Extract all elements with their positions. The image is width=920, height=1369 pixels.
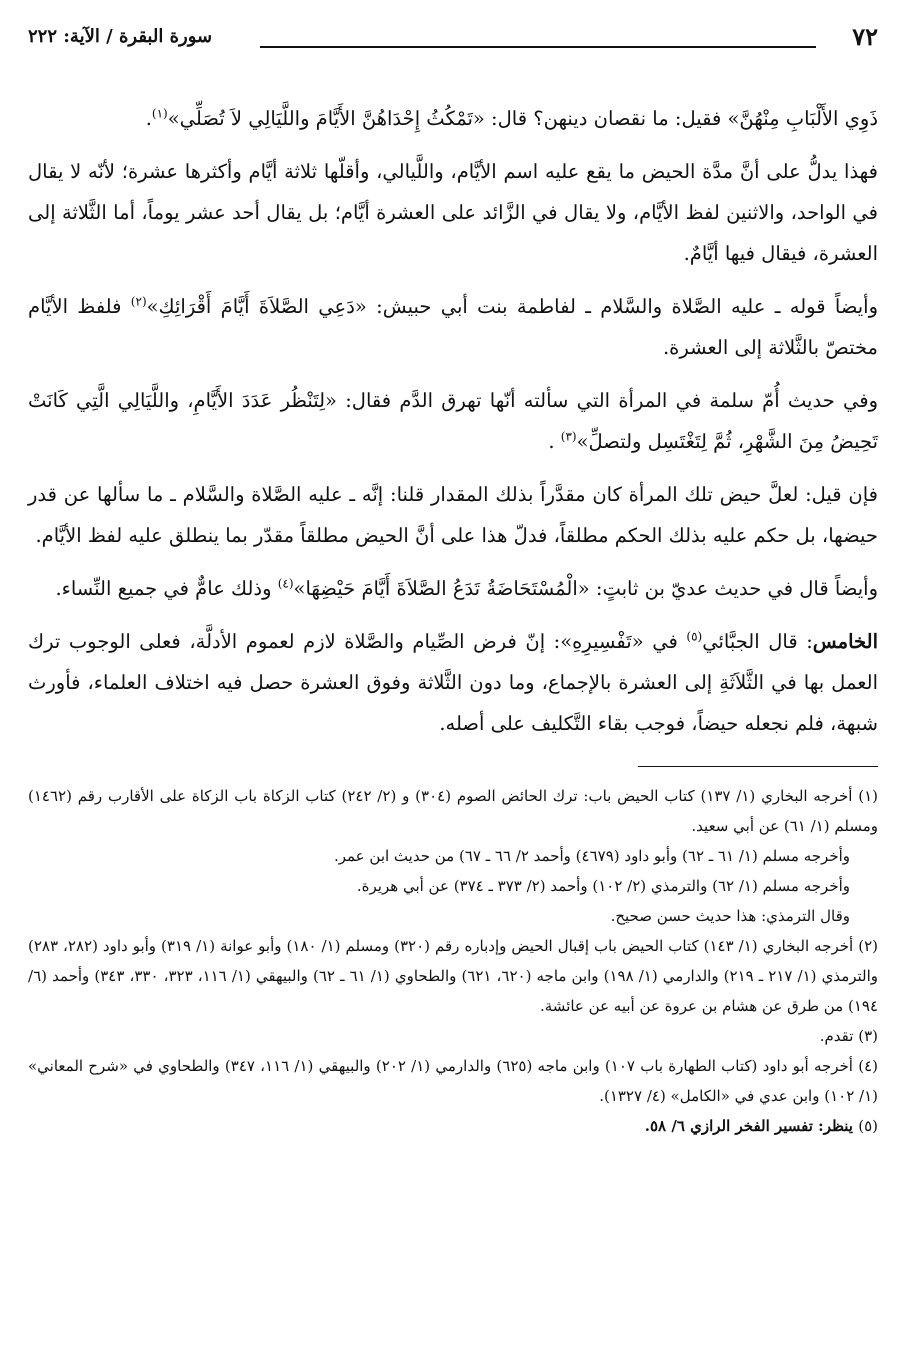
- footnote-number: (٤): [858, 1057, 879, 1075]
- footnote-line: وأخرجه مسلم (١/ ٦٢) والترمذي (٢/ ١٠٢) وأحمد (٢/ ٣٧٣ ـ ٣٧٤) عن أبي هريرة.: [356, 877, 850, 895]
- paragraph: [28, 474, 878, 556]
- paragraph-tail: في «تَفْسِيرِهِ»: إنّ فرض الصِّيام والصَّلاة لازم لعموم الأدلَّة، فعلى الوجوب ترك العمل بها في الثَّلاَثَةِ إلى العشرة بالإجماع، وما دون الثَّلاثة وفوق العشرة حصل فيه اختلاف العلماء، فأورث شبهة، فلم نجعله حيضاً، فوجب بقاء التَّكليف على أصله.: [28, 630, 878, 735]
- paragraph: [28, 98, 878, 139]
- footnote-line: [28, 1021, 878, 1051]
- footnote-text: أخرجه أبو داود (كتاب الطهارة باب ١٠٧) وابن ماجه (٦٢٥) والدارمي (١/ ٢٠٢) والبيهقي (١/ ١١٦، ٣٤٧) والطحاوي في «شرح المعاني» (١/ ١٠٢) وابن عدي في «الكامل» (٤/ ١٣٢٧).: [28, 1057, 878, 1105]
- paragraph-text: فإن قيل: لعلَّ حيض تلك المرأة كان مقدَّراً بذلك المقدار قلنا: إنَّه ـ عليه الصَّلاة والسَّلام ـ ما سألها عن قدر حيضها، بل حكم عليه بذلك الحكم مطلقاً، فدلّ هذا على أنَّ الحيض مطلقاً مقدّر بما ينطلق عليه لفظ الأيَّام.: [28, 483, 878, 547]
- footnote-ref: (٣): [560, 429, 577, 444]
- footnote-line: [28, 931, 878, 1021]
- header-title: سورة البقرة / الآية: ٢٢٢: [28, 26, 213, 47]
- footnote-number: (١): [858, 787, 879, 805]
- footnote-ref: (٤): [277, 576, 294, 591]
- footnote-line: وأخرجه مسلم (١/ ٦١ ـ ٦٢) وأبو داود (٤٦٧٩) وأحمد ٢/ ٦٦ ـ ٦٧) من حديث ابن عمر.: [333, 847, 850, 865]
- footnote-number: (٣): [858, 1027, 878, 1045]
- header-rule: [260, 46, 816, 48]
- paragraph-text: ذَوِي الأَلْبَابِ مِنْهُنَّ» فقيل: ما نقصان دينهن؟ قال: «تَمْكُثُ إِحْدَاهُنَّ الأَيَّامَ واللَّيَالِي لاَ تُصَلِّي»: [167, 107, 878, 130]
- section-lead: الخامس: [812, 630, 878, 653]
- footnote-number: (٥): [858, 1117, 878, 1135]
- footnote-ref: (٢): [130, 294, 147, 309]
- paragraph-text: فهذا يدلُّ على أنَّ مدَّة الحيض ما يقع عليه اسم الأيَّام، واللَّيالي، وأقلّها ثلاثة أيَّام وأكثرها عشرة؛ لأنّه لا يقال في الواحد، والاثنين لفظ الأيَّام، ولا يقال في الزَّائد على العشرة أيَّام؛ بل يقال أحد عشر يوماً، أما الثَّلاثة إلى العشرة، فيقال فيها أيَّامٌ.: [28, 160, 878, 265]
- paragraph-tail: .: [145, 107, 152, 130]
- paragraph: [28, 621, 878, 744]
- footnote-3: [28, 1021, 878, 1051]
- footnote-ref: (١): [151, 106, 168, 121]
- paragraph-text: وأيضاً قوله ـ عليه الصَّلاة والسَّلام ـ لفاطمة بنت أبي حبيش: «دَعِي الصَّلاَةَ أَيَّامَ أَقْرَائِكِ»: [146, 295, 878, 318]
- page-number: ٧٢: [852, 22, 878, 51]
- paragraph-tail: وذلك عامٌّ في جميع النِّساء.: [55, 577, 278, 600]
- footnote-text: تقدم.: [819, 1027, 854, 1045]
- footnote-5: [28, 1111, 878, 1141]
- paragraph: [28, 151, 878, 274]
- footnote-line: [28, 1111, 878, 1141]
- footnote-divider: [638, 766, 878, 767]
- paragraph-tail: .: [548, 430, 561, 453]
- footnote-number: (٢): [858, 937, 878, 955]
- footnote-ref: (٥): [686, 629, 703, 644]
- running-header: [28, 22, 878, 56]
- footnote-1: [28, 781, 878, 931]
- footnote-2: [28, 931, 878, 1021]
- book-page: [28, 22, 878, 1352]
- footnote-text: أخرجه البخاري (١/ ١٣٧) كتاب الحيض باب: ترك الحائض الصوم (٣٠٤) و (٢/ ٢٤٢) كتاب الزكاة باب الزكاة على الأقارب رقم (١٤٦٢) ومسلم (١/ ٦١) عن أبي سعيد.: [28, 787, 878, 835]
- paragraph-text: : قال الجبَّائي: [702, 630, 813, 653]
- paragraph-text: وأيضاً قال في حديث عديّ بن ثابتٍ: «الْمُسْتَحَاضَةُ تَدَعُ الصَّلاَةَ أَيَّامَ حَيْضِهَا»: [293, 577, 878, 600]
- paragraph: [28, 380, 878, 462]
- paragraph: [28, 286, 878, 368]
- footnote-text: أخرجه البخاري (١/ ١٤٣) كتاب الحيض باب إقبال الحيض وإدباره رقم (٣٢٠) ومسلم (١/ ١٨٠) وأبو عوانة (١/ ٣١٩) وأبو داود (٢٨٢، ٢٨٣) والترمذي (١/ ٢١٧ ـ ٢١٩) والدارمي (١/ ١٩٨) وابن ماجه (٦٢٠، ٦٢١) والطحاوي (١/ ٦١ ـ ٦٢) والبيهقي (١/ ١١٦، ٣٢٣، ٣٣٠، ٣٤٣) وأحمد (٦/ ١٩٤) من طرق عن هشام بن عروة عن أبيه عن عائشة.: [28, 937, 879, 1015]
- main-text: [28, 98, 878, 744]
- footnote-line: وقال الترمذي: هذا حديث حسن صحيح.: [610, 907, 850, 925]
- footnote-line: [28, 1051, 878, 1111]
- paragraph-tail: فلفظ الأيَّام مختصّ بالثَّلاثة إلى العشرة.: [28, 295, 878, 359]
- paragraph-text: وفي حديث أُمّ سلمة في المرأة التي سألته أنّها تهرق الدَّم فقال: «لِتَنْظُر عَدَدَ الأَيَّامِ، واللَّيَالِي الَّتِي كَانَتْ تَحِيضُ مِنَ الشَّهْرِ، ثُمَّ لِتَغْتَسِل ولتصلِّ»: [28, 389, 878, 453]
- footnote-line: [28, 781, 878, 841]
- footnotes: [28, 781, 878, 1141]
- footnote-text: ينظر: تفسير الفخر الرازي ٦/ ٥٨.: [644, 1117, 853, 1135]
- footnote-4: [28, 1051, 878, 1111]
- paragraph: [28, 568, 878, 609]
